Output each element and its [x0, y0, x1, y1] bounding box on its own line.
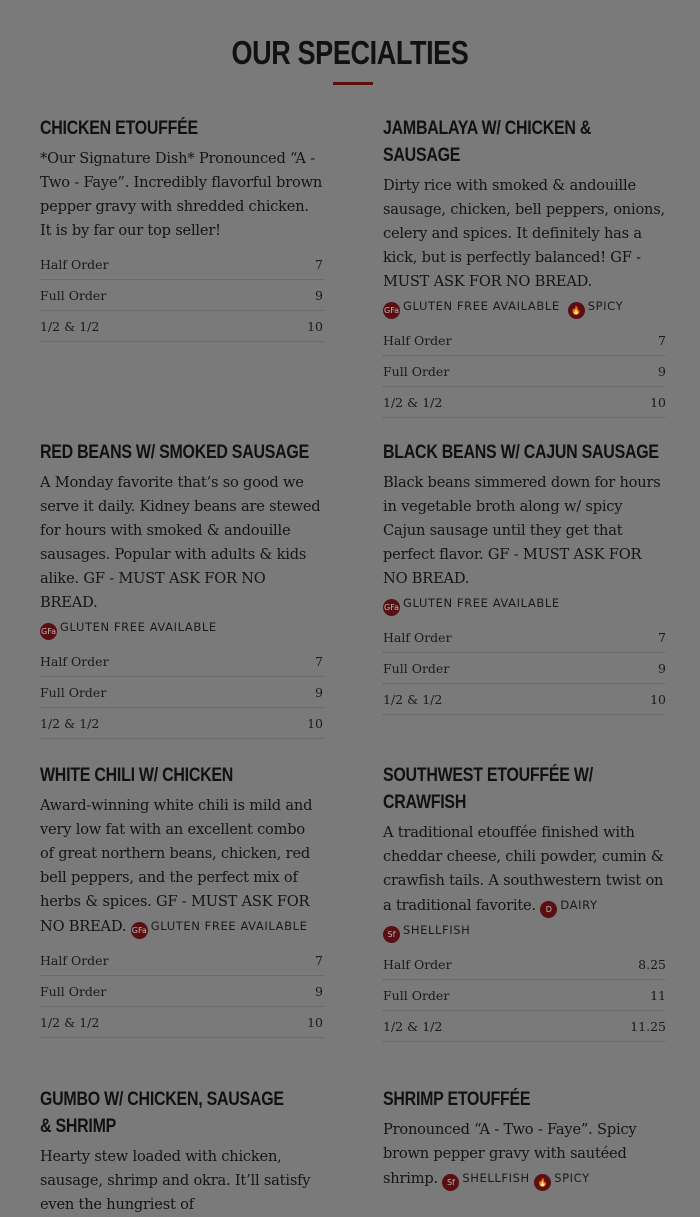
- price-value: 9: [315, 983, 323, 999]
- price-value: 9: [315, 287, 323, 303]
- price-label: 1/2 & 1/2: [40, 318, 100, 334]
- price-value: 7: [315, 952, 323, 968]
- item-name: RED BEANS W/ SMOKED SAUSAGE: [40, 442, 309, 463]
- badge-line: [383, 296, 666, 319]
- price-value: 10: [650, 691, 666, 707]
- shellfish-badge: [442, 1166, 529, 1191]
- menu-item-southwest-etouffee: [383, 762, 666, 1042]
- menu-item-chicken-etouffee: [40, 115, 323, 342]
- badge-label: DAIRY: [560, 898, 598, 912]
- badge-label: SPICY: [554, 1171, 590, 1185]
- badge-label: SPICY: [587, 299, 624, 313]
- price-value: 10: [650, 394, 666, 410]
- price-label: 1/2 & 1/2: [40, 1014, 100, 1030]
- price-label: Full Order: [40, 287, 107, 303]
- gluten-free-icon: GFa: [383, 599, 400, 616]
- price-row-half-half: [383, 684, 666, 715]
- flame-icon: 🔥: [534, 1174, 551, 1191]
- price-label: 1/2 & 1/2: [383, 1018, 443, 1034]
- price-list: [40, 249, 323, 342]
- item-name: CHICKEN ETOUFFÉE: [40, 118, 198, 139]
- spicy-badge: [534, 1166, 589, 1191]
- price-row-half: [40, 646, 323, 677]
- item-description: [383, 1118, 666, 1191]
- price-row-full: [40, 677, 323, 708]
- gluten-free-badge: [40, 617, 217, 640]
- price-label: 1/2 & 1/2: [383, 394, 443, 410]
- price-value: 10: [307, 318, 323, 334]
- item-description: Dirty rice with smoked & andouille sausage, chicken, bell peppers, onions, celery and spices. It definitely has a kick, but is perfectly balanced! GF - MUST ASK FOR NO BREAD.: [383, 177, 665, 290]
- item-description: Hearty stew loaded with chicken, sausage, shrimp and okra. It’ll satisfy even the hungriest of: [40, 1148, 311, 1213]
- badge-label: GLUTEN FREE AVAILABLE: [150, 919, 308, 933]
- item-name: BLACK BEANS W/ CAJUN SAUSAGE: [383, 442, 659, 463]
- price-row-half: [383, 325, 666, 356]
- price-label: Half Order: [383, 332, 452, 348]
- price-label: Full Order: [40, 983, 107, 999]
- price-row-half: [383, 949, 666, 980]
- badge-label: GLUTEN FREE AVAILABLE: [403, 596, 560, 610]
- price-value: 9: [658, 363, 666, 379]
- badge-line: [40, 617, 323, 640]
- price-value: 7: [315, 653, 323, 669]
- dairy-badge: [540, 893, 597, 918]
- shellfish-badge: [383, 918, 470, 943]
- shellfish-icon: Sf: [383, 926, 400, 943]
- item-name: SHRIMP ETOUFFÉE: [383, 1089, 531, 1110]
- gluten-free-badge: [383, 296, 560, 319]
- price-row-half: [40, 945, 323, 976]
- title-underline: [333, 82, 373, 85]
- price-row-full: [40, 976, 323, 1007]
- price-value: 10: [307, 1014, 323, 1030]
- badge-label: SHELLFISH: [403, 923, 471, 937]
- price-value: 9: [315, 684, 323, 700]
- badge-label: GLUTEN FREE AVAILABLE: [403, 299, 560, 313]
- item-name: GUMBO W/ CHICKEN, SAUSAGE & SHRIMP: [40, 1089, 284, 1137]
- price-row-half-half: [40, 311, 323, 342]
- price-value: 10: [307, 715, 323, 731]
- item-description: *Our Signature Dish* Pronounced “A - Two - Faye”. Incredibly flavorful brown pepper gravy with shredded chicken. It is by far our top seller!: [40, 150, 323, 239]
- price-label: Full Order: [383, 987, 450, 1003]
- gluten-free-icon: GFa: [383, 302, 400, 319]
- description-text: Award-winning white chili is mild and very low fat with an excellent combo of great northern beans, chicken, red bell peppers, and the perfect mix of herbs & spices. GF - MUST ASK FOR NO BREAD.: [40, 797, 313, 935]
- gluten-free-badge: [383, 593, 560, 616]
- price-value: 8.25: [638, 956, 666, 972]
- price-value: 7: [315, 256, 323, 272]
- menu-item-black-beans: [383, 439, 666, 715]
- menu-item-white-chili: [40, 762, 323, 1038]
- item-name: SOUTHWEST ETOUFFÉE W/ CRAWFISH: [383, 765, 593, 813]
- item-description: [383, 821, 666, 943]
- item-name: JAMBALAYA W/ CHICKEN & SAUSAGE: [383, 118, 592, 166]
- price-row-half: [40, 249, 323, 280]
- price-row-full: [383, 356, 666, 387]
- gluten-free-icon: GFa: [40, 623, 57, 640]
- description-text: A traditional etouffée finished with cheddar cheese, chili powder, cumin & crawfish tails. A southwestern twist on a traditional favorite.: [383, 824, 664, 914]
- page-title: OUR SPECIALTIES: [231, 34, 469, 71]
- menu-item-shrimp-etouffee: [383, 1086, 666, 1191]
- price-row-full: [40, 280, 323, 311]
- price-label: Full Order: [383, 660, 450, 676]
- price-list: [383, 622, 666, 715]
- badge-line: [383, 593, 666, 616]
- gluten-free-badge: [131, 914, 308, 939]
- price-label: Full Order: [40, 684, 107, 700]
- price-label: Half Order: [383, 956, 452, 972]
- item-description: [40, 794, 323, 939]
- menu-item-gumbo: [40, 1086, 323, 1217]
- item-name: WHITE CHILI W/ CHICKEN: [40, 765, 234, 786]
- description-text: Pronounced “A - Two - Faye”. Spicy brown pepper gravy with sautéed shrimp.: [383, 1121, 637, 1187]
- price-list: [383, 325, 666, 418]
- gluten-free-icon: GFa: [131, 922, 148, 939]
- shellfish-icon: Sf: [442, 1174, 459, 1191]
- price-row-full: [383, 653, 666, 684]
- menu-item-jambalaya: [383, 115, 666, 418]
- price-value: 11: [650, 987, 666, 1003]
- price-label: Half Order: [40, 256, 109, 272]
- badge-label: SHELLFISH: [462, 1171, 530, 1185]
- item-description: Black beans simmered down for hours in vegetable broth along w/ spicy Cajun sausage until they get that perfect flavor. GF - MUST ASK FOR NO BREAD.: [383, 474, 661, 587]
- price-value: 9: [658, 660, 666, 676]
- price-value: 7: [658, 629, 666, 645]
- price-value: 11.25: [630, 1018, 666, 1034]
- price-row-full: [383, 980, 666, 1011]
- flame-icon: 🔥: [568, 302, 585, 319]
- price-list: [40, 945, 323, 1038]
- price-row-half-half: [40, 708, 323, 739]
- price-label: 1/2 & 1/2: [40, 715, 100, 731]
- spicy-badge: [568, 296, 623, 319]
- price-label: Full Order: [383, 363, 450, 379]
- price-value: 7: [658, 332, 666, 348]
- price-label: Half Order: [383, 629, 452, 645]
- badge-label: GLUTEN FREE AVAILABLE: [60, 620, 217, 634]
- item-description: A Monday favorite that’s so good we serve it daily. Kidney beans are stewed for hours with smoked & andouille sausages. Popular with adults & kids alike. GF - MUST ASK FOR NO BREAD.: [40, 474, 321, 611]
- menu-item-red-beans: [40, 439, 323, 739]
- price-list: [383, 949, 666, 1042]
- price-label: Half Order: [40, 653, 109, 669]
- price-row-half: [383, 622, 666, 653]
- price-row-half-half: [383, 1011, 666, 1042]
- price-row-half-half: [40, 1007, 323, 1038]
- price-row-half-half: [383, 387, 666, 418]
- dairy-icon: D: [540, 901, 557, 918]
- price-label: 1/2 & 1/2: [383, 691, 443, 707]
- price-label: Half Order: [40, 952, 109, 968]
- price-list: [40, 646, 323, 739]
